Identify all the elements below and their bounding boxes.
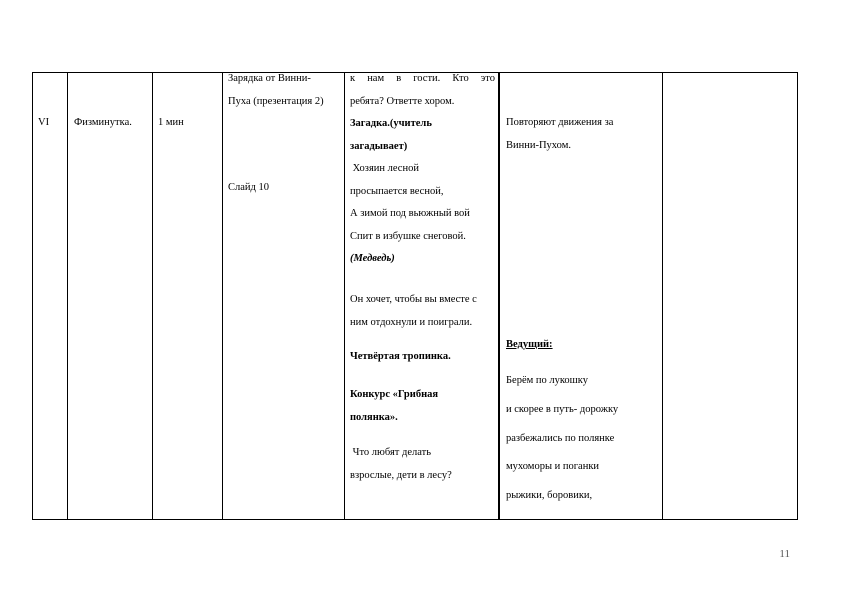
teacher-line: ним отдохнули и поиграли. xyxy=(350,316,473,328)
page-number: 11 xyxy=(779,548,790,560)
contest-title-line: полянка». xyxy=(350,411,398,423)
column-divider xyxy=(662,72,663,520)
poem-line: разбежались по полянке xyxy=(506,433,615,444)
riddle-heading: загадывает) xyxy=(350,140,408,152)
stage-time: 1 мин xyxy=(158,117,184,128)
contest-title xyxy=(350,384,438,429)
riddle-answer: (Медведь) xyxy=(350,253,395,264)
poem-line: и скорее в путь- дорожку xyxy=(506,404,619,415)
resources-line: Зарядка от Винни- xyxy=(228,73,311,84)
column-divider xyxy=(152,72,153,520)
column-divider xyxy=(344,72,345,520)
students-line: Винни-Пухом. xyxy=(506,139,571,151)
host-label: Ведущий: xyxy=(506,339,553,350)
contest-question xyxy=(350,442,452,487)
teacher-activity-cell xyxy=(350,68,495,271)
resources-line: Пуха (презентация 2) xyxy=(228,95,324,107)
stage-name: Физминутка. xyxy=(74,117,132,128)
teacher-activity-cell-2 xyxy=(350,289,500,334)
riddle-line: Хозяин лесной xyxy=(350,163,419,174)
column-divider xyxy=(222,72,223,520)
poem-line: мухоморы и поганки xyxy=(506,461,600,472)
question-line: Что любят делать xyxy=(350,447,431,458)
poem-line: рыжики, боровики, xyxy=(506,490,593,501)
column-divider xyxy=(67,72,68,520)
riddle-line: просыпается весной, xyxy=(350,185,444,197)
riddle-heading: Загадка.(учитель xyxy=(350,118,432,129)
resources-cell xyxy=(228,68,340,113)
question-line: взрослые, дети в лесу? xyxy=(350,469,452,481)
teacher-line: к нам в гости. Кто это xyxy=(350,73,495,84)
contest-title-line: Конкурс «Грибная xyxy=(350,389,439,400)
riddle-line: Спит в избушке снеговой. xyxy=(350,230,466,242)
students-activity-cell xyxy=(506,112,613,157)
stage-number: VI xyxy=(38,117,50,128)
path-heading: Четвёртая тропинка. xyxy=(350,351,451,362)
riddle-line: А зимой под вьюжный вой xyxy=(350,208,470,219)
teacher-line: ребята? Ответте хором. xyxy=(350,95,455,107)
slide-label: Слайд 10 xyxy=(228,182,269,193)
teacher-line: Он хочет, чтобы вы вместе с xyxy=(350,294,477,305)
poem-line: Берём по лукошку xyxy=(506,375,588,386)
students-line: Повторяют движения за xyxy=(506,117,614,128)
